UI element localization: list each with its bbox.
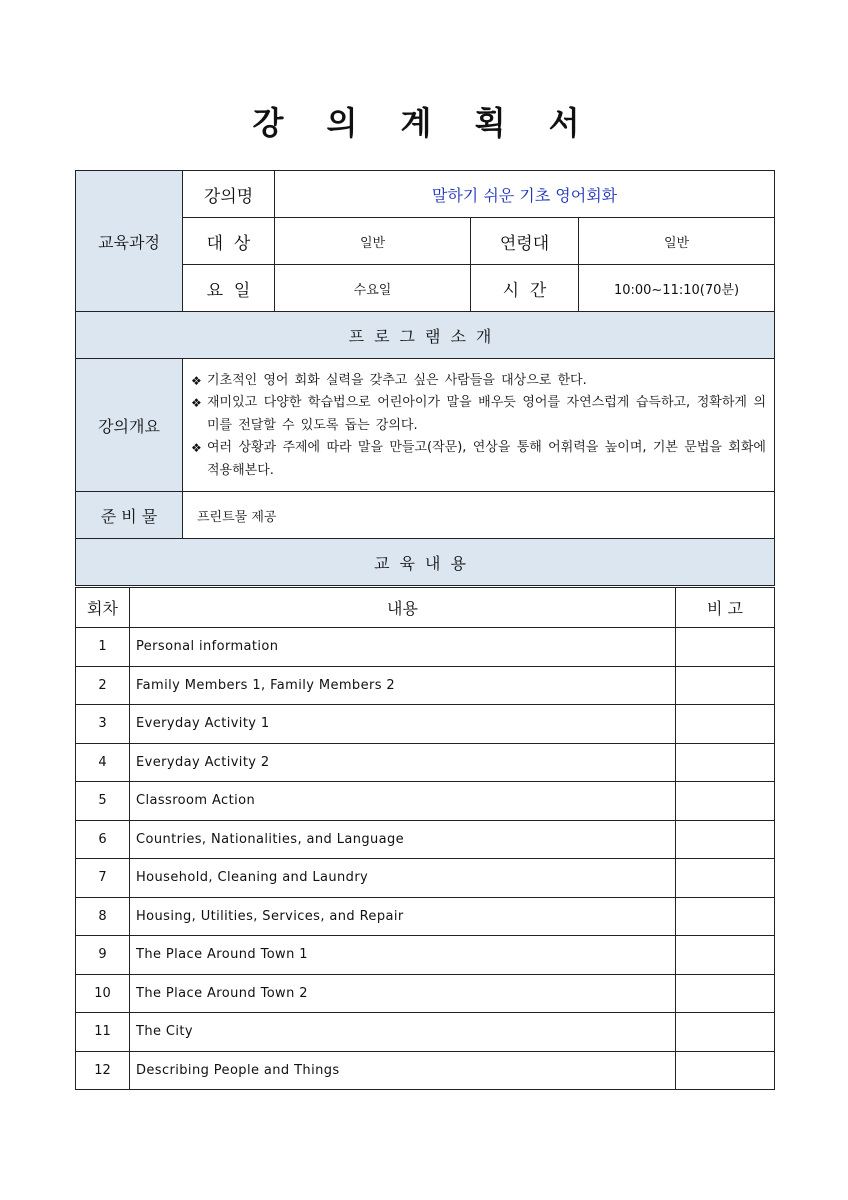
session-topic: Describing People and Things xyxy=(130,1051,676,1090)
course-label: 강의명 xyxy=(183,171,275,218)
materials-label: 준 비 물 xyxy=(76,492,183,539)
session-number: 7 xyxy=(76,859,130,898)
age-label: 연령대 xyxy=(471,218,579,265)
session-note xyxy=(676,936,775,975)
session-topic: The Place Around Town 2 xyxy=(130,974,676,1013)
table-row xyxy=(76,666,775,705)
session-number: 9 xyxy=(76,936,130,975)
session-note xyxy=(676,628,775,667)
table-row xyxy=(76,628,775,667)
session-number: 1 xyxy=(76,628,130,667)
session-topic: The Place Around Town 1 xyxy=(130,936,676,975)
session-topic: Household, Cleaning and Laundry xyxy=(130,859,676,898)
overview-text: 재미있고 다양한 학습법으로 어린아이가 말을 배우듯 영어를 자연스럽게 습득하고, 정확하게 의미를 전달할 수 있도록 돕는 강의다. xyxy=(207,395,766,433)
document-title: 강 의 계 획 서 xyxy=(252,104,596,142)
session-number: 3 xyxy=(76,705,130,744)
materials-value: 프린트물 제공 xyxy=(183,492,775,539)
session-topic: Personal information xyxy=(130,628,676,667)
overview-content xyxy=(183,359,775,492)
session-number: 4 xyxy=(76,743,130,782)
session-number: 8 xyxy=(76,897,130,936)
content-table xyxy=(75,585,775,1090)
table-row xyxy=(76,820,775,859)
session-note xyxy=(676,974,775,1013)
content-header: 교육내용 xyxy=(76,539,775,586)
overview-item xyxy=(191,392,766,437)
time-value: 10:00~11:10(70분) xyxy=(579,265,775,312)
diamond-bullet-icon: ❖ xyxy=(191,441,202,456)
session-topic: Countries, Nationalities, and Language xyxy=(130,820,676,859)
table-row xyxy=(76,782,775,821)
col-header-session: 회차 xyxy=(76,587,130,628)
course-info-table xyxy=(75,170,775,586)
diamond-bullet-icon: ❖ xyxy=(191,373,202,388)
session-topic: Everyday Activity 2 xyxy=(130,743,676,782)
session-topic: Family Members 1, Family Members 2 xyxy=(130,666,676,705)
day-label: 요 일 xyxy=(183,265,275,312)
section-label: 교육과정 xyxy=(76,171,183,312)
overview-text: 기초적인 영어 회화 실력을 갖추고 싶은 사람들을 대상으로 한다. xyxy=(207,372,587,388)
overview-item xyxy=(191,370,766,393)
session-note xyxy=(676,705,775,744)
session-note xyxy=(676,1013,775,1052)
session-number: 2 xyxy=(76,666,130,705)
content-rows xyxy=(76,628,775,1090)
session-number: 6 xyxy=(76,820,130,859)
diamond-bullet-icon: ❖ xyxy=(191,396,202,411)
table-row xyxy=(76,705,775,744)
table-row xyxy=(76,897,775,936)
col-header-content: 내용 xyxy=(130,587,676,628)
time-label: 시 간 xyxy=(471,265,579,312)
overview-text: 여러 상황과 주제에 따라 말을 만들고(작문), 연상을 통해 어휘력을 높이며, 기본 문법을 회화에 적용해본다. xyxy=(207,440,766,478)
target-value: 일반 xyxy=(275,218,471,265)
table-row xyxy=(76,974,775,1013)
table-row xyxy=(76,859,775,898)
session-number: 5 xyxy=(76,782,130,821)
overview-item xyxy=(191,437,766,482)
session-topic: Housing, Utilities, Services, and Repair xyxy=(130,897,676,936)
session-note xyxy=(676,1051,775,1090)
session-note xyxy=(676,782,775,821)
session-topic: Everyday Activity 1 xyxy=(130,705,676,744)
col-header-note: 비 고 xyxy=(676,587,775,628)
session-note xyxy=(676,897,775,936)
session-note xyxy=(676,743,775,782)
session-number: 11 xyxy=(76,1013,130,1052)
table-row xyxy=(76,1013,775,1052)
session-note xyxy=(676,666,775,705)
session-note xyxy=(676,859,775,898)
age-value: 일반 xyxy=(579,218,775,265)
session-number: 12 xyxy=(76,1051,130,1090)
session-topic: The City xyxy=(130,1013,676,1052)
table-row xyxy=(76,743,775,782)
course-name: 말하기 쉬운 기초 영어회화 xyxy=(275,171,775,218)
overview-label: 강의개요 xyxy=(76,359,183,492)
table-row xyxy=(76,1051,775,1090)
session-number: 10 xyxy=(76,974,130,1013)
session-note xyxy=(676,820,775,859)
table-row xyxy=(76,936,775,975)
target-label: 대 상 xyxy=(183,218,275,265)
day-value: 수요일 xyxy=(275,265,471,312)
program-header: 프로그램소개 xyxy=(76,312,775,359)
session-topic: Classroom Action xyxy=(130,782,676,821)
